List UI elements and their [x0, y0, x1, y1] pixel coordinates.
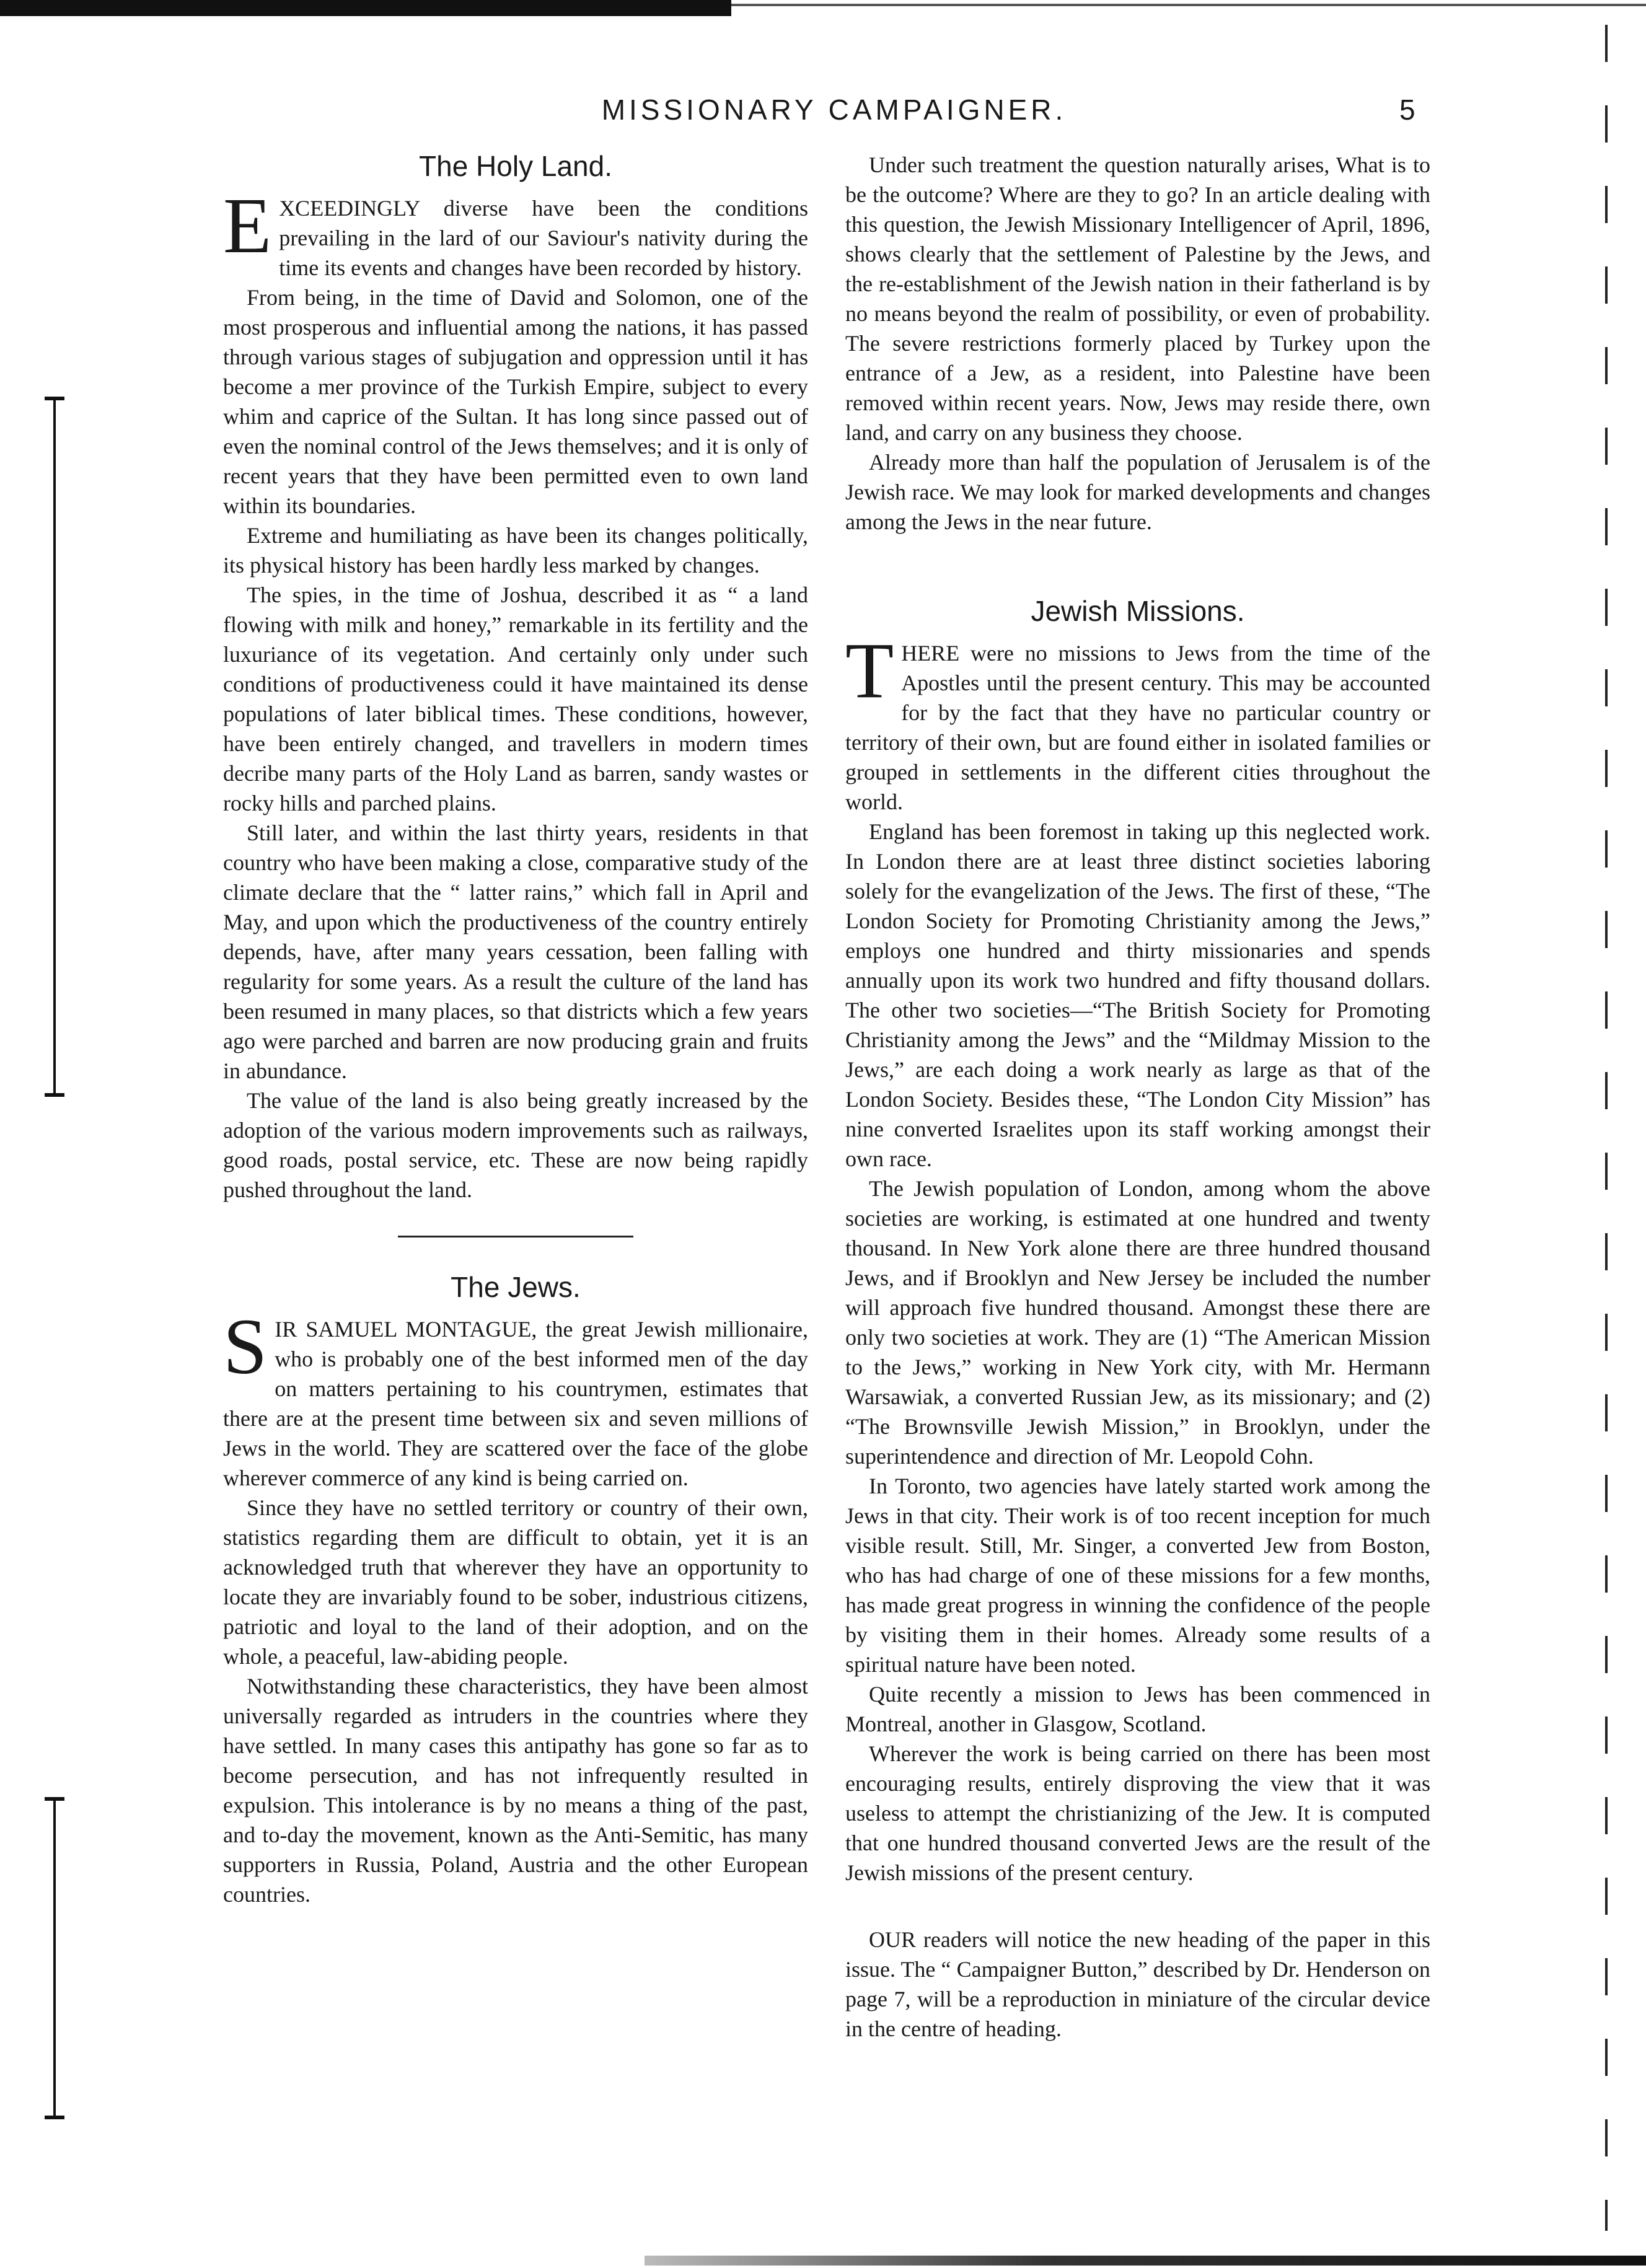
article-heading: The Holy Land.: [419, 150, 612, 182]
page-header: [0, 93, 1646, 130]
paragraph: Wherever the work is being carried on there has been most encouraging results, entirely disproving the view that it was useless to attempt the christianizing of the Jew. It is computed that one hundred thousand converted Jews are the result of the Jewish missions of the present century.: [845, 1741, 1430, 1885]
paragraph: Notwithstanding these characteristics, they have been almost universally regarded as intruders in the countries where they have settled. In many cases this antipathy has gone so far as to become persecution, and has not infrequently resulted in expulsion. This intolerance is by no means a thing of the past, and to-day the movement, known as the Anti-Semitic, has many supporters in Russia, Poland, Austria and the other European countries.: [223, 1674, 808, 1907]
paragraph: England has been foremost in taking up this neglected work. In London there are at least three distinct societies laboring solely for the evangelization of the Jews. The first of these, “The London Society for Promoting Christianity among the Jews,” employs one hundred and thirty missionaries and spends annually upon its work two hundred and fifty thousand dollars. The other two societies—“The British Society for Promoting Christianity among the Jews” and the “Mildmay Mission to the Jews,” are each doing a work nearly as large as that of the London Society. Besides these, “The London City Mission” has nine converted Israelites upon its staff working amongst their own race.: [845, 819, 1430, 1171]
paragraph: [223, 1303, 808, 1493]
drop-cap: E: [223, 182, 272, 270]
scan-border-top-thin: [731, 4, 1646, 6]
paragraph: [845, 626, 1430, 817]
article-heading: The Jews.: [451, 1271, 581, 1303]
paragraph: From being, in the time of David and Solomon, one of the most prosperous and influential among the nations, it has passed through various stages of subjugation and oppression until it has become a mer province of the Turkish Empire, subject to every whim and caprice of the Sultan. It has long since passed out of even the nominal control of the Jews themselves; and it is only of recent years that they have been permitted even to own land within its boundaries.: [223, 285, 808, 518]
paragraph: Extreme and humiliating as have been its changes politically, its physical history has been hardly less marked by changes.: [223, 523, 808, 578]
scan-border-top: [0, 0, 731, 16]
paragraph: In Toronto, two agencies have lately started work among the Jews in that city. Their work is of too recent inception for much visible result. Still, Mr. Singer, a converted Jew from Boston, who has had charge of one of these missions for a few months, has made great progress in winning the confidence of the people by visiting them in their homes. Already some results of a spiritual nature have been noted.: [845, 1474, 1430, 1677]
article-jewish-missions: [845, 592, 1430, 1888]
spacer: [845, 1888, 1430, 1925]
editorial-notice: OUR readers will notice the new heading of the paper in this issue. The “ Campaigner Button,” described by Dr. Henderson on page 7, will be a reproduction in miniature of the circular device in the centre of heading.: [845, 1927, 1430, 2041]
drop-cap: T: [845, 626, 894, 714]
paragraph-text: IR SAMUEL MONTAGUE, the great Jewish millionaire, who is probably one of the best informed men of the day on matters pertaining to his countrymen, estimates that there are at the present time between six and seven millions of Jews in the world. They are scattered over the face of the globe wherever commerce of any kind is being carried on.: [223, 1317, 808, 1490]
drop-cap: S: [223, 1303, 268, 1391]
spacer: [845, 537, 1430, 592]
paragraph: Since they have no settled territory or country of their own, statistics regarding them are difficult to obtain, yet it is an acknowledged truth that wherever they have an opportunity to locate they are invariably found to be sober, industrious citizens, patriotic and loyal to the land of their adoption, and on the whole, a peaceful, law-abiding people.: [223, 1495, 808, 1669]
paragraph: The value of the land is also being greatly increased by the adoption of the various modern improvements such as railways, good roads, postal service, etc. These are now being rapidly pushed throughout the land.: [223, 1088, 808, 1202]
section-divider: [398, 1236, 633, 1237]
paragraph-text: HERE were no missions to Jews from the time of the Apostles until the present century. This may be accounted for by the fact that they have no particular country or territory of their own, but are found either in isolated families or grouped in settlements in the different cities throughout the world.: [845, 641, 1430, 814]
paragraph: [223, 182, 808, 283]
paragraph: Still later, and within the last thirty years, residents in that country who have been making a close, comparative study of the climate declare that the “ latter rains,” which fall in April and May, and upon which the productiveness of the country entirely depends, have, after many years cessation, been falling with regularity for some years. As a result the culture of the land has been resumed in many places, so that districts which a few years ago were parched and barren are now producing grain and fruits in abundance.: [223, 820, 808, 1083]
paragraph: Under such treatment the question naturally arises, What is to be the outcome? Where are they to go? In an article dealing with this question, the Jewish Missionary Intelligencer of April, 1896, shows clearly that the settlement of Palestine by the Jews, and the re-establishment of the Jewish nation in their fatherland is by no means beyond the realm of possibility, or even of probability. The severe restrictions formerly placed by Turkey upon the entrance of a Jew, as a resident, into Palestine have been removed within recent years. Now, Jews may reside there, own land, and carry on any business they choose.: [845, 152, 1430, 445]
binding-mark-lower: [53, 1797, 56, 2119]
paragraph: Already more than half the population of Jerusalem is of the Jewish race. We may look for marked developments and changes among the Jews in the near future.: [845, 450, 1430, 534]
article-the-jews: [223, 1268, 808, 1909]
paragraph: Quite recently a mission to Jews has been commenced in Montreal, another in Glasgow, Scotland.: [845, 1682, 1430, 1736]
scan-border-bottom: [645, 2256, 1646, 2266]
paragraph: The spies, in the time of Joshua, described it as “ a land flowing with milk and honey,” remarkable in its fertility and the luxuriance of its vegetation. And certainly only under such conditions of productiveness could it have maintained its dense populations of later biblical times. These conditions, however, have been entirely changed, and travellers in modern times decribe many parts of the Holy Land as barren, sandy wastes or rocky hills and parched plains.: [223, 582, 808, 815]
left-column: [223, 147, 808, 1909]
article-holy-land: [223, 147, 808, 1205]
binding-mark-upper: [53, 397, 56, 1097]
page-number: 5: [1399, 94, 1415, 126]
scan-edge-right: [1605, 25, 1608, 2231]
right-column: [845, 150, 1430, 2044]
running-title: MISSIONARY CAMPAIGNER.: [601, 94, 1067, 126]
paragraph-text: XCEEDINGLY diverse have been the conditions prevailing in the lard of our Saviour's nativity during the time its events and changes have been recorded by history.: [279, 196, 808, 280]
paragraph: The Jewish population of London, among whom the above societies are working, is estimated at one hundred and twenty thousand. In New York alone there are three hundred thousand Jews, and if Brooklyn and New Jersey be included the number will approach five hundred thousand. Amongst these there are only two societies at work. They are (1) “The American Mission to the Jews,” working in New York city, with Mr. Hermann Warsawiak, a converted Russian Jew, as its missionary; and (2) “The Brownsville Jewish Mission,” in Brooklyn, under the superintendence and direction of Mr. Leopold Cohn.: [845, 1176, 1430, 1469]
article-heading: Jewish Missions.: [1031, 595, 1245, 627]
article-the-jews-continued: [845, 150, 1430, 537]
